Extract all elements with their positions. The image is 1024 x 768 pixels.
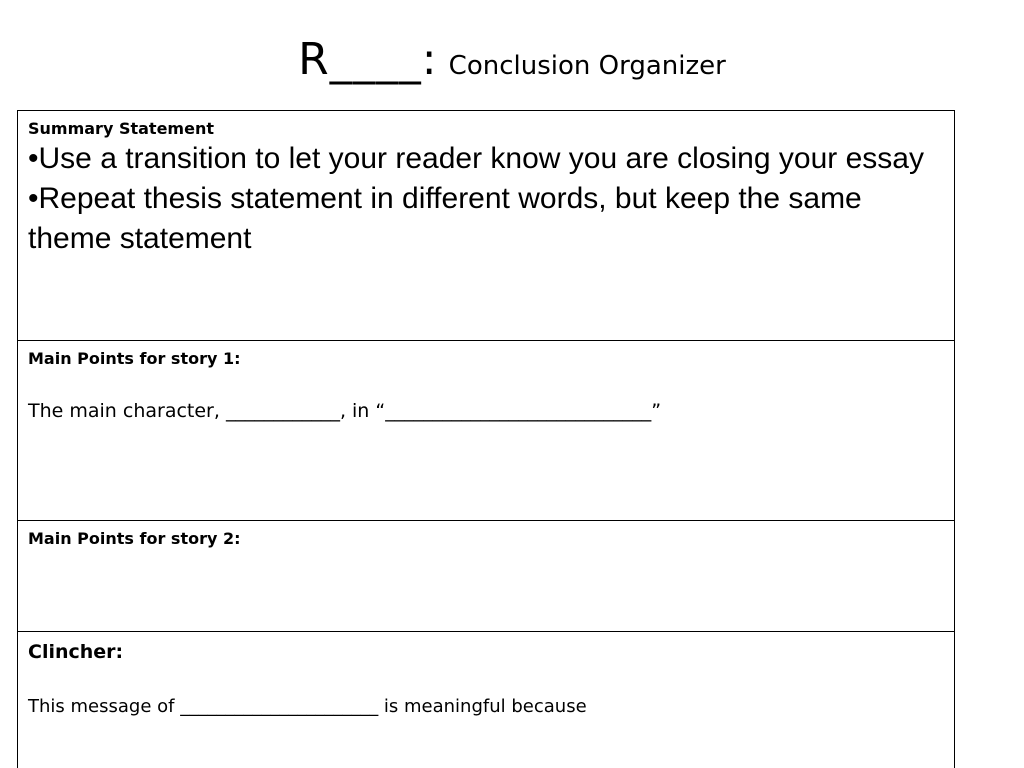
story-1-prompt: The main character, ____________, in “____________________________”	[28, 400, 662, 422]
organizer-table	[17, 110, 955, 768]
story-1-label: Main Points for story 1:	[28, 349, 241, 368]
story-2-label: Main Points for story 2:	[28, 529, 241, 548]
title-subtitle: Conclusion Organizer	[448, 51, 726, 81]
summary-statement-section	[18, 111, 954, 341]
summary-bullet-transition: •Use a transition to let your reader know you are closing your essay	[28, 142, 924, 175]
summary-bullet-repeat-thesis: •Repeat thesis statement in different words, but keep the same theme statement	[28, 182, 862, 255]
title-main: R____:	[298, 34, 438, 85]
story-1-section[interactable]	[18, 341, 954, 521]
clincher-section[interactable]	[18, 632, 954, 768]
story-2-section[interactable]	[18, 521, 954, 632]
summary-statement-label: Summary Statement	[28, 119, 214, 138]
clincher-label: Clincher:	[28, 641, 124, 663]
clincher-prompt: This message of ______________________ is meaningful because	[28, 696, 587, 717]
page-title	[0, 34, 1024, 85]
